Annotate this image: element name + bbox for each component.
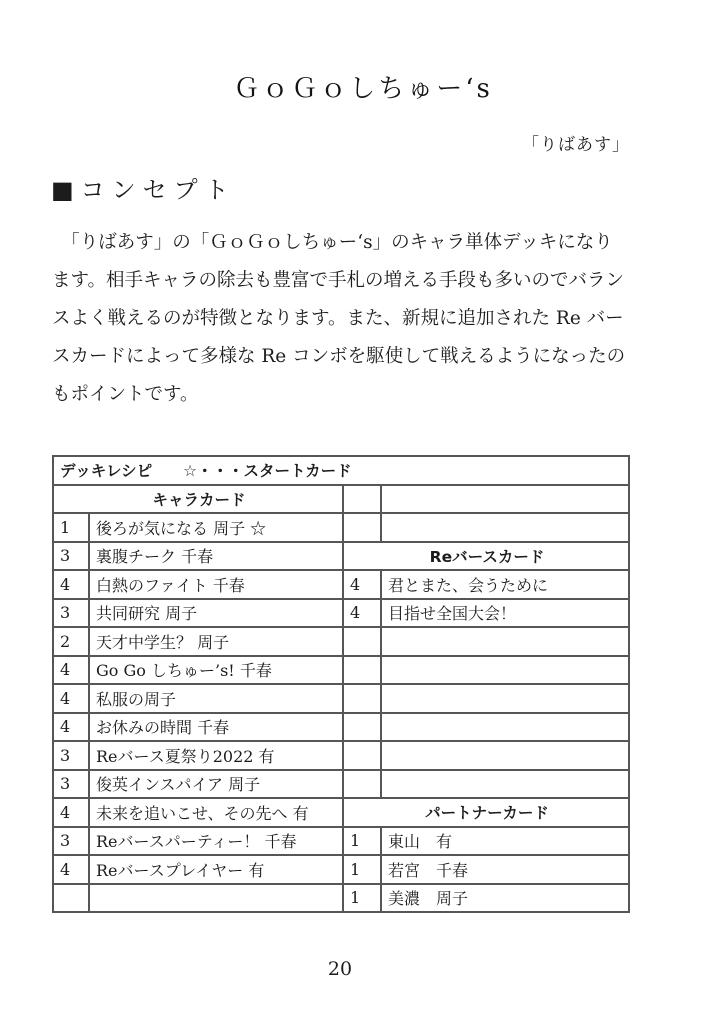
card-count-cell: 4 xyxy=(53,570,89,599)
table-row xyxy=(53,855,629,884)
table-row xyxy=(53,827,629,856)
empty-cell xyxy=(381,684,629,713)
card-count-cell: 1 xyxy=(343,855,381,884)
card-count-cell: 3 xyxy=(53,827,89,856)
table-row xyxy=(53,599,629,628)
rebirth-card-section-header: Reバースカード xyxy=(343,542,629,571)
table-row xyxy=(53,798,629,827)
card-count-cell: 1 xyxy=(53,513,89,542)
card-name-cell: 俊英インスパイア 周子 xyxy=(89,770,343,799)
card-count-cell: 3 xyxy=(53,741,89,770)
table-row xyxy=(53,456,629,485)
empty-cell xyxy=(343,485,381,514)
deck-title: ＧｏＧｏしちゅー‘s xyxy=(233,74,493,104)
card-name-cell: Reバースパーティー！ 千春 xyxy=(89,827,343,856)
card-count-cell: 4 xyxy=(53,713,89,742)
paragraph-line: ます。相手キャラの除去も豊富で手札の増える手段も多いのでバラン xyxy=(52,270,625,291)
card-name-cell: Reバースプレイヤー 有 xyxy=(89,855,343,884)
partner-card-section-header: パートナーカード xyxy=(343,798,629,827)
table-row xyxy=(53,542,629,571)
paragraph-line: スカードによって多様な Re コンボを駆使して戦えるようになったの xyxy=(52,346,626,367)
empty-cell xyxy=(343,513,381,542)
character-card-section-header: キャラカード xyxy=(53,485,343,514)
empty-cell xyxy=(343,684,381,713)
card-count-cell: 1 xyxy=(343,827,381,856)
empty-cell xyxy=(343,770,381,799)
card-name-cell: 東山 有 xyxy=(381,827,629,856)
page-number: 20 xyxy=(327,958,353,980)
card-count-cell: 4 xyxy=(53,855,89,884)
card-count-cell: 4 xyxy=(343,599,381,628)
table-row xyxy=(53,656,629,685)
card-name-cell: 君とまた、会うために xyxy=(381,570,629,599)
table-row xyxy=(53,884,629,913)
empty-cell xyxy=(343,713,381,742)
card-name-cell: 美濃 周子 xyxy=(381,884,629,913)
table-row xyxy=(53,741,629,770)
card-name-cell: 目指せ全国大会！ xyxy=(381,599,629,628)
card-name-cell: 後ろが気になる 周子 ☆ xyxy=(89,513,343,542)
table-row xyxy=(53,513,629,542)
card-name-cell: 共同研究 周子 xyxy=(89,599,343,628)
empty-cell xyxy=(343,741,381,770)
empty-cell xyxy=(381,627,629,656)
card-count-cell: 4 xyxy=(53,798,89,827)
table-row xyxy=(53,627,629,656)
card-name-cell: 白熱のファイト 千春 xyxy=(89,570,343,599)
table-row xyxy=(53,770,629,799)
empty-cell xyxy=(343,656,381,685)
card-count-cell: 3 xyxy=(53,542,89,571)
empty-cell xyxy=(343,627,381,656)
card-count-cell: 1 xyxy=(343,884,381,913)
concept-heading: ■コンセプト xyxy=(51,176,236,204)
empty-cell xyxy=(381,485,629,514)
table-title-cell: デッキレシピ ☆・・・スタートカード xyxy=(53,456,629,485)
card-count-cell: 3 xyxy=(53,599,89,628)
empty-cell xyxy=(89,884,343,913)
card-name-cell: 裏腹チーク 千春 xyxy=(89,542,343,571)
empty-cell xyxy=(381,770,629,799)
empty-cell xyxy=(53,884,89,913)
card-name-cell: 天才中学生？ 周子 xyxy=(89,627,343,656)
card-name-cell: Go Go しちゅー’s! 千春 xyxy=(89,656,343,685)
author-attribution: 「りばあす」 xyxy=(522,135,630,155)
table-row xyxy=(53,713,629,742)
empty-cell xyxy=(381,741,629,770)
card-count-cell: 3 xyxy=(53,770,89,799)
empty-cell xyxy=(381,656,629,685)
empty-cell xyxy=(381,513,629,542)
empty-cell xyxy=(381,713,629,742)
paragraph-line: 「りばあす」の「ＧｏＧｏしちゅー‘s」のキャラ単体デッキになり xyxy=(61,232,613,253)
concept-paragraph xyxy=(52,224,624,414)
card-count-cell: 4 xyxy=(53,684,89,713)
deck-recipe-table xyxy=(52,455,630,913)
card-name-cell: 私服の周子 xyxy=(89,684,343,713)
card-count-cell: 4 xyxy=(53,656,89,685)
paragraph-line: もポイントです。 xyxy=(52,384,199,405)
paragraph-line: スよく戦えるのが特徴となります。また、新規に追加された Re バー xyxy=(52,308,624,329)
card-count-cell: 4 xyxy=(343,570,381,599)
table-row xyxy=(53,684,629,713)
card-count-cell: 2 xyxy=(53,627,89,656)
table-row xyxy=(53,485,629,514)
card-name-cell: お休みの時間 千春 xyxy=(89,713,343,742)
card-name-cell: Reバース夏祭り2022 有 xyxy=(89,741,343,770)
card-name-cell: 若宮 千春 xyxy=(381,855,629,884)
card-name-cell: 未来を追いこせ、その先へ 有 xyxy=(89,798,343,827)
table-row xyxy=(53,570,629,599)
